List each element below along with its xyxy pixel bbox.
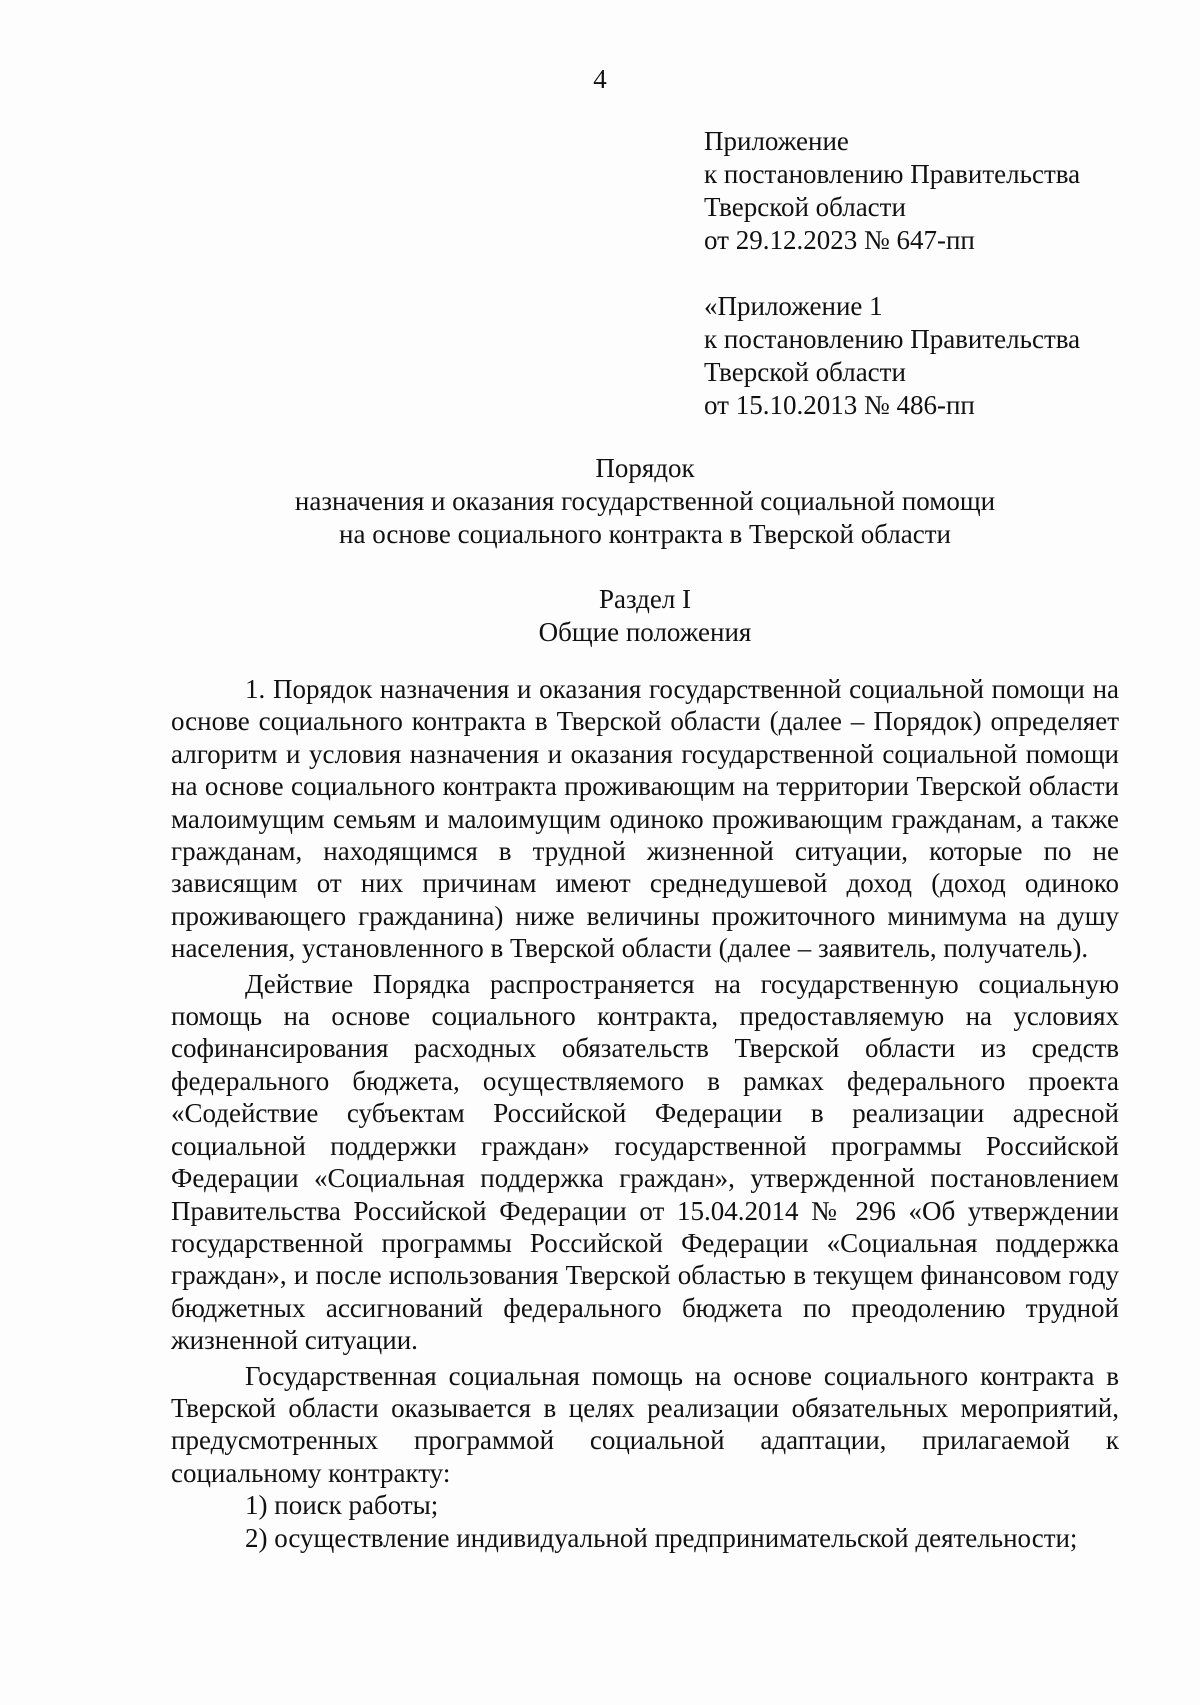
appendix-original-line: Тверской области [704,357,906,387]
appendix-header-line: Тверской области [704,192,906,222]
appendix-header [704,125,1164,257]
list-item: 1) поиск работы; [245,1490,439,1521]
body-text [171,673,1119,1554]
document-title [0,452,1200,551]
section-heading [0,583,1200,649]
appendix-header-line: от 29.12.2023 № 647-пп [704,225,975,255]
appendix-header-line: к постановлению Правительства [704,159,1081,189]
document-title-line: Порядок [595,453,695,483]
appendix-original-line: к постановлению Правительства [704,324,1081,354]
paragraph: Государственная социальная помощь на основе социального контракта в Тверской области оказывается в целях реализации обязательных мероприятий, предусмотренных программой социальной адаптации, прилагаемой к социальному контракту: [171,1360,1119,1488]
document-title-line: назначения и оказания государственной социальной помощи [294,486,996,516]
appendix-original-line: «Приложение 1 [704,291,883,321]
list-item: 2) осуществление индивидуальной предпринимательской деятельности; [245,1522,1078,1553]
section-name: Общие положения [538,617,752,647]
paragraph: 1. Порядок назначения и оказания государственной социальной помощи на основе социального контракта в Тверской области (далее – Порядок) определяет алгоритм и условия назначения и оказания государственной социальной помощи на основе социального контракта проживающим на территории Тверской области малоимущим семьям и малоимущим одиноко проживающим гражданам, а также гражданам, находящимся в трудной жизненной ситуации, которые по не зависящим от них причинам имеют среднедушевой доход (доход одиноко проживающего гражданина) ниже величины прожиточного минимума на душу населения, установленного в Тверской области (далее – заявитель, получатель). [171,674,1119,964]
page-number: 4 [593,64,607,94]
document-title-line: на основе социального контракта в Тверской области [339,519,951,549]
appendix-header-line: Приложение [704,126,849,156]
section-number: Раздел I [598,584,692,614]
appendix-original [704,290,1164,422]
paragraph: Действие Порядка распространяется на государственную социальную помощь на основе социального контракта, предоставляемую на условиях софинансирования расходных обязательств Тверской области из средств федерального бюджета, осуществляемого в рамках федерального проекта «Содействие субъектам Российской Федерации в реализации адресной социальной поддержки граждан» государственной программы Российской Федерации «Социальная поддержка граждан», утвержденной постановлением Правительства Российской Федерации от 15.04.2014 № 296 «Об утверждении государственной программы Российской Федерации «Социальная поддержка граждан», и после использования Тверской областью в текущем финансовом году бюджетных ассигнований федерального бюджета по преодолению трудной жизненной ситуации. [171,968,1119,1356]
appendix-original-line: от 15.10.2013 № 486-пп [704,390,975,420]
